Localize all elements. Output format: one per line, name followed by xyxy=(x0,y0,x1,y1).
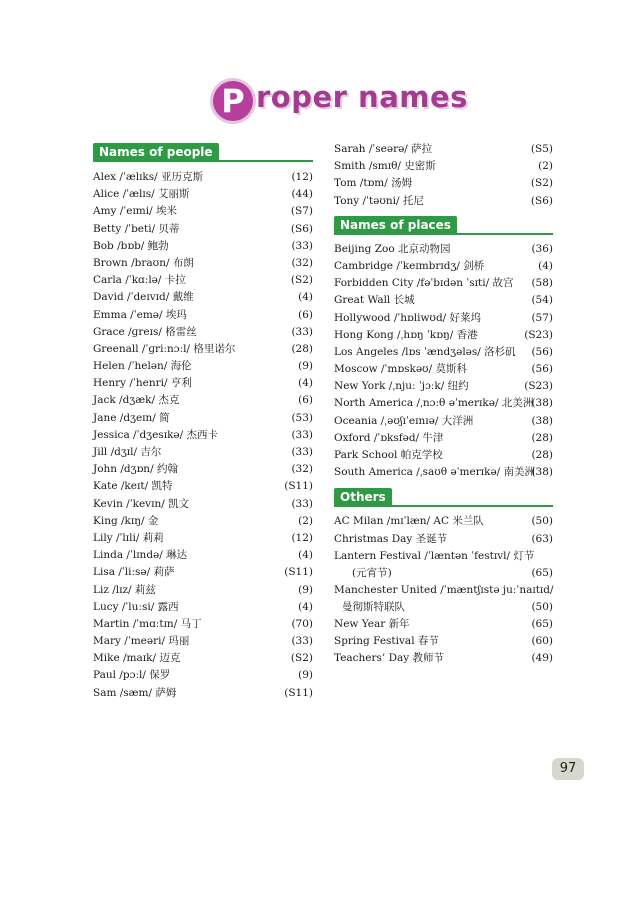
list-item xyxy=(93,633,313,650)
entry-text: David /ˈdeɪvɪd/ 戴维 xyxy=(93,291,194,304)
entry-ref: (9) xyxy=(298,360,313,373)
entry-ref: (S6) xyxy=(290,222,313,235)
entry-text: Grace /ɡreɪs/ 格雷丝 xyxy=(93,325,197,338)
entry-ref: (53) xyxy=(291,411,313,424)
entry-text: Linda /ˈlɪndə/ 琳达 xyxy=(93,549,188,562)
list-item xyxy=(334,327,553,344)
list-item xyxy=(334,464,553,481)
entry-text: Beijing Zoo 北京动物园 xyxy=(334,242,451,255)
entry-ref: (2) xyxy=(538,160,553,173)
entry-text: Spring Festival 春节 xyxy=(334,634,439,647)
entry-ref: (28) xyxy=(531,431,553,444)
entry-ref: (S23) xyxy=(524,380,553,393)
entry-text: Hong Kong /ˌhɒŋ ˈkɒŋ/ 香港 xyxy=(334,328,478,341)
list-item xyxy=(93,496,313,513)
list-item xyxy=(334,413,553,430)
entry-text: Lucy /ˈluːsi/ 露西 xyxy=(93,600,179,613)
people-heading-label: Names of people xyxy=(93,143,219,161)
entry-ref: (S2) xyxy=(290,652,313,665)
entry-ref: (63) xyxy=(531,532,553,545)
entry-ref: (28) xyxy=(531,449,553,461)
entry-text: Moscow /ˈmɒskəʊ/ 莫斯科 xyxy=(334,363,467,376)
list-item xyxy=(93,685,313,702)
title-initial: P xyxy=(213,81,253,121)
list-item xyxy=(93,461,313,478)
entry-ref: (56) xyxy=(531,345,553,358)
entry-text: Jane /dʒeɪn/ 简 xyxy=(93,411,170,424)
entry-ref: (49) xyxy=(531,652,553,665)
entry-text: John /dʒɒn/ 约翰 xyxy=(93,463,178,476)
list-item xyxy=(93,341,313,358)
list-item xyxy=(334,275,553,292)
places-heading-label: Names of places xyxy=(334,216,457,234)
list-item xyxy=(93,392,313,409)
list-item xyxy=(93,221,313,238)
list-item xyxy=(334,193,553,210)
entry-ref: (4) xyxy=(298,549,313,562)
entry-ref: (33) xyxy=(291,325,313,338)
list-item xyxy=(93,238,313,255)
list-item xyxy=(93,599,313,616)
entry-ref: (44) xyxy=(291,188,313,201)
entry-ref: (S11) xyxy=(284,566,313,579)
list-item xyxy=(334,175,553,192)
entry-text: Park School 帕克学校 xyxy=(334,449,443,461)
page-number: 97 xyxy=(552,758,584,780)
entry-ref: (S11) xyxy=(284,686,313,699)
entry-text-continued: 曼彻斯特联队 xyxy=(342,600,405,613)
entry-text: Sarah /ˈseərə/ 萨拉 xyxy=(334,143,433,155)
list-item xyxy=(93,530,313,547)
list-item xyxy=(93,203,313,220)
entry-ref: (12) xyxy=(291,531,313,544)
list-item xyxy=(334,531,553,548)
entry-text: Alex /ˈælɪks/ 亚历克斯 xyxy=(93,171,204,183)
entry-text: Cambridge /ˈkeɪmbrɪdʒ/ 剑桥 xyxy=(334,259,485,272)
list-item xyxy=(93,169,313,186)
entry-ref: (32) xyxy=(291,463,313,476)
list-item xyxy=(334,430,553,447)
entry-ref: (S11) xyxy=(284,480,313,493)
entry-text: Sam /sæm/ 萨姆 xyxy=(93,686,177,699)
entry-ref: (12) xyxy=(291,171,313,183)
list-item xyxy=(334,650,553,667)
list-item xyxy=(93,427,313,444)
entry-text: Henry /ˈhenri/ 亨利 xyxy=(93,377,192,390)
list-item xyxy=(334,447,553,464)
entry-text: South America /ˌsaʊθ əˈmerɪkə/ 南美洲 xyxy=(334,466,536,479)
entry-text: AC Milan /mɪˈlæn/ AC 米兰队 xyxy=(334,515,484,528)
entry-text: Los Angeles /lɒs ˈændʒələs/ 洛杉矶 xyxy=(334,345,516,358)
list-item xyxy=(93,307,313,324)
list-item xyxy=(334,378,553,395)
entry-text: Oceania /ˌəʊʃɪˈeɪnɪə/ 大洋洲 xyxy=(334,414,474,427)
places-list xyxy=(334,241,553,482)
entry-text: Greenall /ˈɡriːnɔːl/ 格里诺尔 xyxy=(93,342,236,355)
entry-text: Kevin /ˈkevɪn/ 凯文 xyxy=(93,497,190,510)
list-item xyxy=(93,324,313,341)
entry-ref: (4) xyxy=(298,377,313,390)
list-item xyxy=(93,444,313,461)
entry-ref: (33) xyxy=(291,239,313,252)
entry-text: Alice /ˈælɪs/ 艾丽斯 xyxy=(93,188,190,201)
list-item xyxy=(93,272,313,289)
entry-ref: (33) xyxy=(291,446,313,458)
entry-ref: (65) xyxy=(531,617,553,630)
list-item xyxy=(334,616,553,633)
entry-text: Tom /tɒm/ 汤姆 xyxy=(334,177,413,190)
list-item xyxy=(93,375,313,392)
list-item xyxy=(93,478,313,495)
entry-ref: (S5) xyxy=(530,143,553,155)
entry-ref: (33) xyxy=(291,635,313,648)
entry-ref: (60) xyxy=(531,634,553,647)
people-heading xyxy=(93,143,313,163)
entry-text: Smith /smɪθ/ 史密斯 xyxy=(334,160,436,173)
list-item xyxy=(334,310,553,327)
people-list-continued xyxy=(334,141,553,210)
entry-text: Carla /ˈkɑːlə/ 卡拉 xyxy=(93,274,186,287)
entry-text: Mike /maɪk/ 迈克 xyxy=(93,652,181,665)
entry-ref: (38) xyxy=(531,466,553,479)
entry-text: Bob /bɒb/ 鲍勃 xyxy=(93,239,169,252)
entry-ref: (36) xyxy=(531,242,553,255)
entry-text: New Year 新年 xyxy=(334,617,410,630)
left-column xyxy=(93,143,313,702)
list-item xyxy=(93,255,313,272)
entry-ref: (38) xyxy=(531,397,553,410)
entry-text-continued: (元宵节) xyxy=(352,566,392,579)
entry-text: Jessica /ˈdʒesɪkə/ 杰西卡 xyxy=(93,428,219,441)
page-title xyxy=(210,78,468,128)
entry-text: Mary /ˈmeəri/ 玛丽 xyxy=(93,635,190,648)
entry-text: Forbidden City /fəˈbɪdən ˈsɪti/ 故宫 xyxy=(334,277,514,290)
entry-text: Helen /ˈhelən/ 海伦 xyxy=(93,360,192,373)
entry-ref: (2) xyxy=(298,514,313,527)
title-text: roper names xyxy=(256,80,468,114)
list-item xyxy=(93,667,313,684)
entry-text: North America /ˌnɔːθ əˈmerɪkə/ 北美洲 xyxy=(334,397,534,410)
places-heading xyxy=(334,216,553,236)
entry-ref: (9) xyxy=(298,583,313,596)
entry-text: Teachers’ Day 教师节 xyxy=(334,652,445,665)
list-item xyxy=(334,361,553,378)
list-item xyxy=(334,158,553,175)
entry-ref: (38) xyxy=(531,414,553,427)
entry-text: Lisa /ˈliːsə/ 莉萨 xyxy=(93,566,175,579)
list-item xyxy=(334,292,553,309)
entry-ref: (32) xyxy=(291,256,313,269)
list-item xyxy=(334,241,553,258)
entry-text: Great Wall 长城 xyxy=(334,294,415,307)
list-item xyxy=(93,186,313,203)
entry-text: King /kɪŋ/ 金 xyxy=(93,514,159,527)
list-item xyxy=(93,547,313,564)
entry-ref: (6) xyxy=(298,394,313,407)
entry-ref: (70) xyxy=(291,617,313,630)
entry-ref: (54) xyxy=(531,294,553,307)
entry-ref: (65) xyxy=(531,566,553,579)
entry-ref: (S7) xyxy=(290,205,313,218)
entry-text: Jill /dʒɪl/ 吉尔 xyxy=(93,446,162,458)
entry-ref: (9) xyxy=(298,669,313,682)
entry-text: Paul /pɔːl/ 保罗 xyxy=(93,669,171,682)
list-item xyxy=(93,616,313,633)
entry-text: Manchester United /ˈmæntʃɪstə juːˈnaɪtɪd/ xyxy=(334,583,554,596)
entry-text: Betty /ˈbeti/ 贝蒂 xyxy=(93,222,180,235)
list-item xyxy=(93,289,313,306)
others-heading-label: Others xyxy=(334,488,392,506)
right-column xyxy=(334,141,553,667)
entry-ref: (4) xyxy=(298,600,313,613)
entry-text: Liz /lɪz/ 莉兹 xyxy=(93,583,156,596)
entry-ref: (4) xyxy=(298,291,313,304)
list-item xyxy=(334,141,553,158)
entry-ref: (50) xyxy=(531,515,553,528)
entry-text: Brown /braʊn/ 布朗 xyxy=(93,256,194,269)
entry-ref: (33) xyxy=(291,428,313,441)
list-item xyxy=(334,513,553,530)
entry-text: Jack /dʒæk/ 杰克 xyxy=(93,394,180,407)
entry-text: Emma /ˈemə/ 埃玛 xyxy=(93,308,187,321)
entry-text: Hollywood /ˈhɒliwʊd/ 好莱坞 xyxy=(334,311,482,324)
entry-ref: (S6) xyxy=(530,194,553,207)
entry-text: Oxford /ˈɒksfəd/ 牛津 xyxy=(334,431,444,444)
list-item xyxy=(334,548,553,582)
entry-ref: (S2) xyxy=(530,177,553,190)
list-item xyxy=(334,395,553,412)
entry-text: Amy /ˈeɪmi/ 埃米 xyxy=(93,205,177,218)
list-item xyxy=(334,258,553,275)
entry-ref: (S2) xyxy=(290,274,313,287)
list-item xyxy=(93,410,313,427)
list-item xyxy=(334,344,553,361)
entry-ref: (S23) xyxy=(524,328,553,341)
entry-text: Tony /ˈtəʊni/ 托尼 xyxy=(334,194,424,207)
list-item xyxy=(93,358,313,375)
entry-text: Kate /keɪt/ 凯特 xyxy=(93,480,173,493)
list-item xyxy=(93,564,313,581)
entry-ref: (6) xyxy=(298,308,313,321)
people-list xyxy=(93,169,313,702)
others-list xyxy=(334,513,553,667)
list-item xyxy=(334,633,553,650)
entry-ref: (4) xyxy=(538,259,553,272)
entry-ref: (57) xyxy=(531,311,553,324)
list-item xyxy=(93,513,313,530)
list-item xyxy=(334,582,553,616)
list-item xyxy=(93,582,313,599)
entry-ref: (28) xyxy=(291,342,313,355)
entry-ref: (33) xyxy=(291,497,313,510)
entry-ref: (58) xyxy=(531,277,553,290)
entry-text: New York /ˌnjuː ˈjɔːk/ 纽约 xyxy=(334,380,469,393)
entry-ref: (56) xyxy=(531,363,553,376)
list-item xyxy=(93,650,313,667)
entry-text: Christmas Day 圣诞节 xyxy=(334,532,448,545)
entry-text: Lantern Festival /ˈlæntən ˈfestɪvl/ 灯节 xyxy=(334,549,535,562)
entry-ref: (50) xyxy=(531,600,553,613)
others-heading xyxy=(334,488,553,508)
entry-text: Martin /ˈmɑːtɪn/ 马丁 xyxy=(93,617,202,630)
entry-text: Lily /ˈlɪli/ 莉莉 xyxy=(93,531,164,544)
